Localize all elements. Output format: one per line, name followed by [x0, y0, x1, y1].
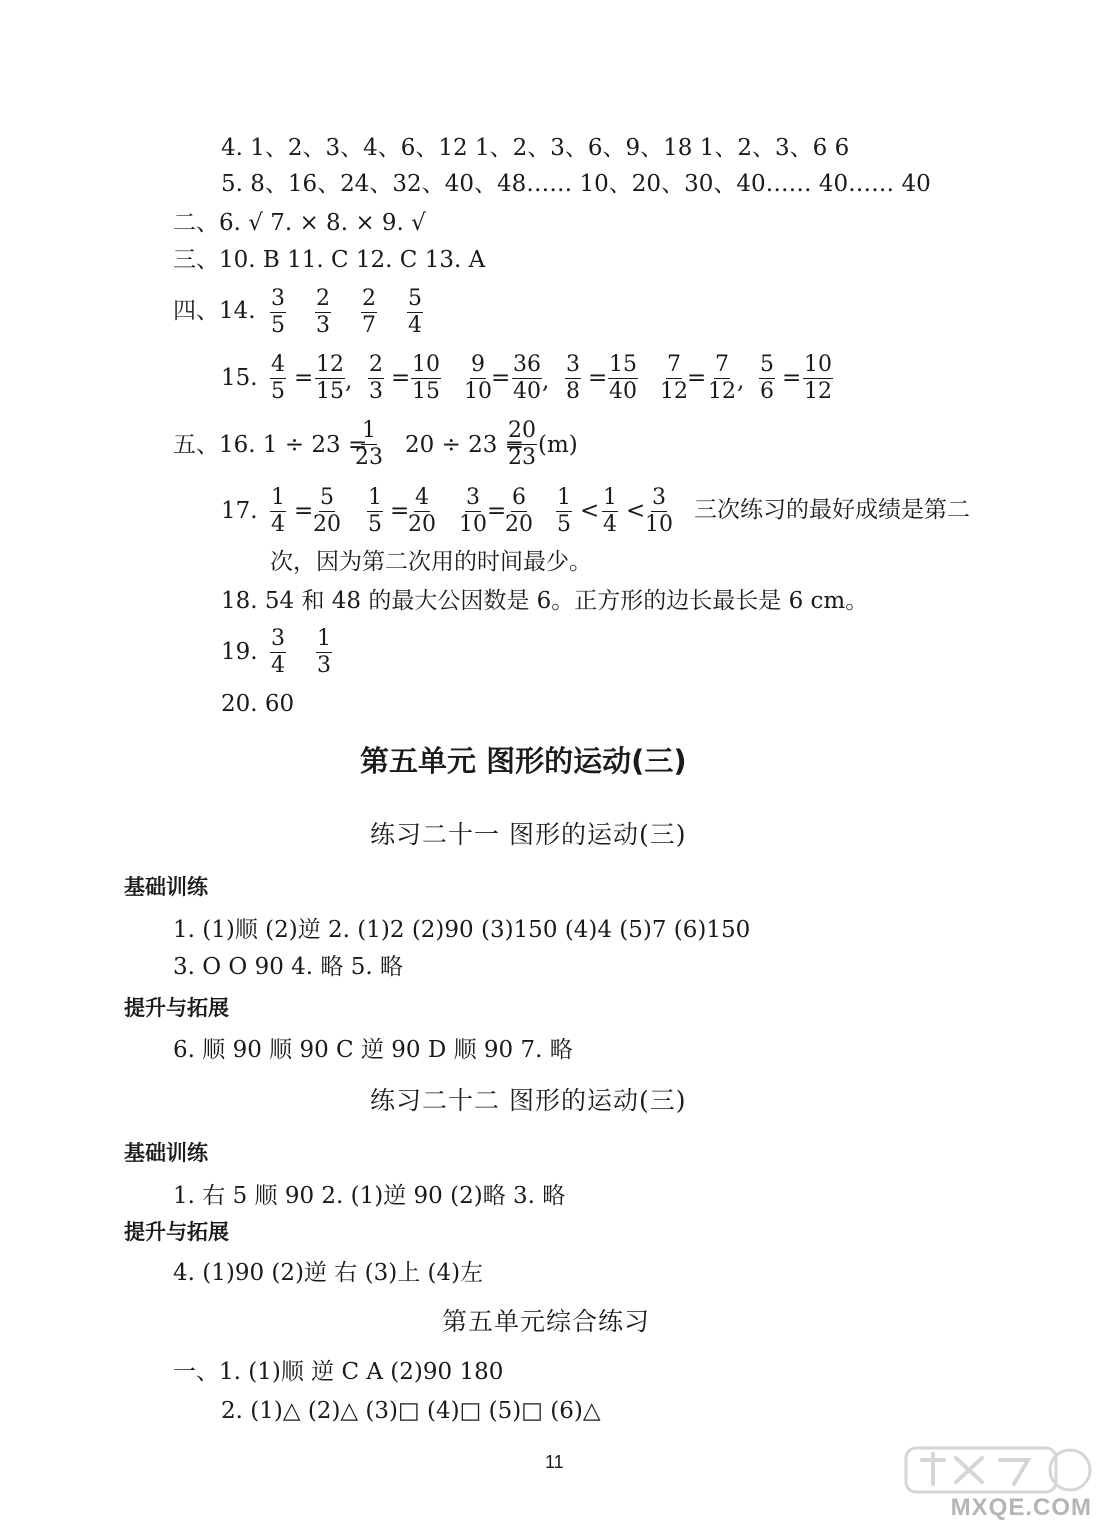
comma: ,	[542, 368, 550, 394]
fraction: $\frac{6}{20}$	[505, 485, 533, 537]
equals-sign: =	[687, 365, 707, 391]
section-basic-training: 基础训练	[124, 875, 208, 899]
answer-16-expr2: 20 ÷ 23 =	[405, 432, 525, 458]
section-4-label: 四、14.	[173, 298, 256, 324]
equals-sign: =	[588, 365, 608, 391]
answer-17-label: 17.	[221, 498, 258, 524]
answer-15-label: 15.	[221, 365, 258, 391]
fraction: $\frac{7}{12}$	[660, 352, 688, 404]
page-number: 11	[545, 1452, 564, 1472]
review-title: 第五单元综合练习	[442, 1307, 651, 1336]
fraction: $\frac{9}{10}$	[464, 352, 492, 404]
equals-sign: =	[390, 498, 410, 524]
fraction: $\frac{1}{5}$	[557, 485, 571, 537]
fraction: $\frac{3}{10}$	[645, 485, 673, 537]
ex22-line-1: 1. 右 5 顺 90 2. (1)逆 90 (2)略 3. 略	[173, 1183, 566, 1209]
exercise-22-title: 练习二十二 图形的运动(三)	[370, 1086, 687, 1115]
answer-19-label: 19.	[221, 639, 258, 665]
ex21-line-3: 6. 顺 90 顺 90 C 逆 90 D 顺 90 7. 略	[173, 1037, 573, 1063]
ex21-line-2: 3. O O 90 4. 略 5. 略	[173, 954, 403, 980]
equals-sign: =	[782, 365, 802, 391]
section-3-answers: 三、10. B 11. C 12. C 13. A	[173, 247, 486, 273]
equals-sign: =	[487, 498, 507, 524]
section-extension: 提升与拓展	[124, 1220, 229, 1244]
fraction: $\frac{3}{10}$	[459, 485, 487, 537]
unit-label: (m)	[538, 432, 578, 458]
unit-title: 第五单元 图形的运动(三)	[360, 744, 687, 778]
equals-sign: =	[294, 498, 314, 524]
comma: ,	[345, 368, 353, 394]
review-line-1: 一、1. (1)顺 逆 C A (2)90 180	[173, 1359, 504, 1385]
watermark-url: MXQE.COM	[950, 1494, 1092, 1521]
fraction: $\frac{3}{8}$	[566, 352, 580, 404]
exercise-21-title: 练习二十一 图形的运动(三)	[370, 820, 687, 849]
fraction: $\frac{4}{20}$	[408, 485, 436, 537]
fraction: $\frac{1}{3}$	[317, 626, 331, 678]
fraction: $\frac{36}{40}$	[513, 352, 541, 404]
section-basic-training: 基础训练	[124, 1141, 208, 1165]
fraction: $\frac{1}{5}$	[368, 485, 382, 537]
equals-sign: =	[294, 365, 314, 391]
fraction: $\frac{3}{4}$	[271, 626, 285, 678]
answer-17-text-cont: 次，因为第二次用的时间最少。	[270, 549, 592, 575]
fraction: $\frac{3}{5}$	[271, 286, 285, 338]
fraction: $\frac{5}{20}$	[313, 485, 341, 537]
answer-18: 18. 54 和 48 的最大公因数是 6。正方形的边长最长是 6 cm。	[221, 588, 869, 614]
ex21-line-1: 1. (1)顺 (2)逆 2. (1)2 (2)90 (3)150 (4)4 (5)7 (6)150	[173, 917, 751, 943]
fraction: $\frac{2}{3}$	[316, 286, 330, 338]
fraction: $\frac{2}{3}$	[369, 352, 383, 404]
less-than-sign: <	[580, 498, 600, 524]
section-2-answers: 二、6. √ 7. × 8. × 9. √	[173, 210, 426, 236]
equals-sign: =	[491, 365, 511, 391]
fraction: $\frac{10}{12}$	[804, 352, 832, 404]
fraction: $\frac{2}{7}$	[362, 286, 376, 338]
less-than-sign: <	[626, 498, 646, 524]
section-extension: 提升与拓展	[124, 996, 229, 1020]
fraction: $\frac{12}{15}$	[316, 352, 344, 404]
answer-16-expr: 五、16. 1 ÷ 23 =	[173, 432, 368, 458]
fraction: $\frac{1}{4}$	[603, 485, 617, 537]
comma: ,	[737, 368, 745, 394]
fraction: $\frac{15}{40}$	[609, 352, 637, 404]
review-line-2: 2. (1)△ (2)△ (3)□ (4)□ (5)□ (6)△	[221, 1398, 601, 1424]
answer-20: 20. 60	[221, 691, 295, 717]
fraction: $\frac{20}{23}$	[508, 418, 536, 470]
fraction: $\frac{10}{15}$	[412, 352, 440, 404]
fraction: $\frac{1}{23}$	[355, 418, 383, 470]
fraction: $\frac{4}{5}$	[271, 352, 285, 404]
fraction: $\frac{7}{12}$	[708, 352, 736, 404]
equals-sign: =	[391, 365, 411, 391]
fraction: $\frac{1}{4}$	[271, 485, 285, 537]
answer-5: 5. 8、16、24、32、40、48…… 10、20、30、40…… 40…… 40	[221, 171, 931, 197]
fraction: $\frac{5}{4}$	[408, 286, 422, 338]
fraction: $\frac{5}{6}$	[760, 352, 774, 404]
ex22-line-2: 4. (1)90 (2)逆 右 (3)上 (4)左	[173, 1260, 484, 1286]
answer-4: 4. 1、2、3、4、6、12 1、2、3、6、9、18 1、2、3、6 6	[221, 135, 850, 161]
answer-17-text: 三次练习的最好成绩是第二	[694, 497, 970, 523]
